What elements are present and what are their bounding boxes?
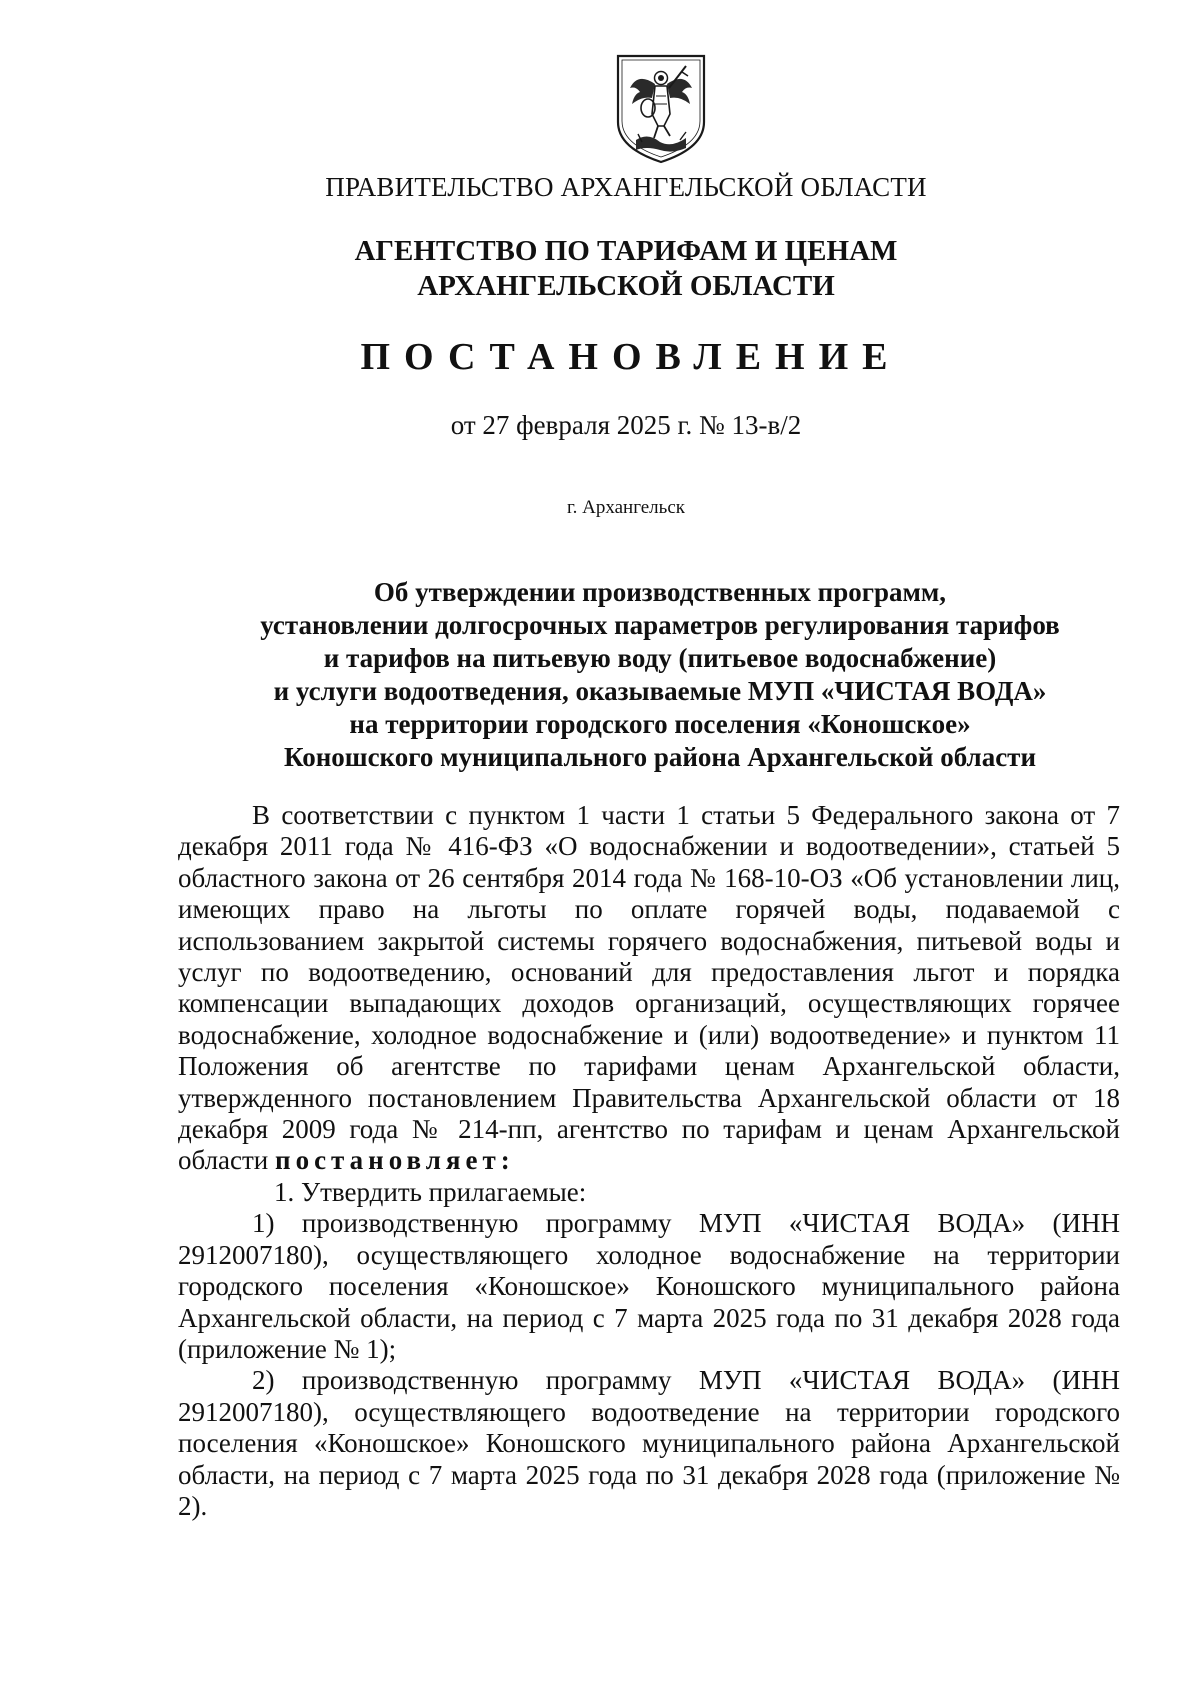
government-name: ПРАВИТЕЛЬСТВО АРХАНГЕЛЬСКОЙ ОБЛАСТИ [325, 172, 927, 202]
title-line: и услуги водоотведения, оказываемые МУП «ЧИСТАЯ ВОДА» [273, 676, 1047, 706]
sub-item-2-paragraph: 2) производственную программу МУП «ЧИСТАЯ ВОДА» (ИНН 2912007180), осуществляющего водоотведение на территории городского поселения «Коношское» Коношского муниципального района Архангельской области, на период с 7 марта 2025 года по 31 декабря 2028 года (приложение № 2). [178, 1365, 1120, 1521]
document-body [178, 800, 1120, 1522]
title-line: и тарифов на питьевую воду (питьевое водоснабжение) [323, 643, 997, 673]
title-line: Об утверждении производственных программ, [373, 577, 947, 607]
title-line: установлении долгосрочных параметров регулирования тарифов [260, 610, 1060, 640]
sub-item-1-paragraph: 1) производственную программу МУП «ЧИСТАЯ ВОДА» (ИНН 2912007180), осуществляющего холодное водоснабжение на территории городского поселения «Коношское» Коношского муниципального района Архангельской области, на период с 7 марта 2025 года по 31 декабря 2028 года (приложение № 1); [178, 1208, 1120, 1364]
preamble-text: В соответствии с пунктом 1 части 1 статьи 5 Федерального закона от 7 декабря 2011 года № 416-ФЗ «О водоснабжении и водоотведении», статьей 5 областного закона от 26 сентября 2014 года № 168-10-ОЗ «Об установлении лиц, имеющих право на льготы по оплате горячей воды, подаваемой с использованием закрытой системы горячего водоснабжения, питьевой воды и услуг по водоотведению, оснований для предоставления льгот и порядка компенсации выпадающих доходов организаций, осуществляющих горячее водоснабжение, холодное водоснабжение и (или) водоотведение» и пунктом 11 Положения об агентстве по тарифами ценам Архангельской области, утвержденного постановлением Правительства Архангельской области от 18 декабря 2009 года № 214-пп, агентство по тарифам и ценам Архангельской области [178, 800, 1120, 1176]
agency-name-line-1: АГЕНТСТВО ПО ТАРИФАМ И ЦЕНАМ [354, 235, 898, 267]
document-type: ПОСТАНОВЛЕНИЕ [360, 336, 902, 378]
item-1-paragraph: 1. Утвердить прилагаемые: [274, 1176, 587, 1207]
document-city: г. Архангельск [566, 497, 685, 518]
agency-name [0, 234, 1200, 304]
document-title [180, 576, 1140, 774]
arkhangelsk-coat-of-arms-icon [612, 52, 710, 166]
preamble-paragraph [178, 800, 1120, 1177]
title-line: Коношского муниципального района Архангельской области [283, 742, 1037, 772]
agency-name-line-2: АРХАНГЕЛЬСКОЙ ОБЛАСТИ [417, 270, 835, 302]
decree-word: постановляет: [275, 1145, 515, 1176]
document-date-number: от 27 февраля 2025 г. № 13-в/2 [450, 410, 802, 440]
title-line: на территории городского поселения «Коношское» [349, 709, 971, 739]
